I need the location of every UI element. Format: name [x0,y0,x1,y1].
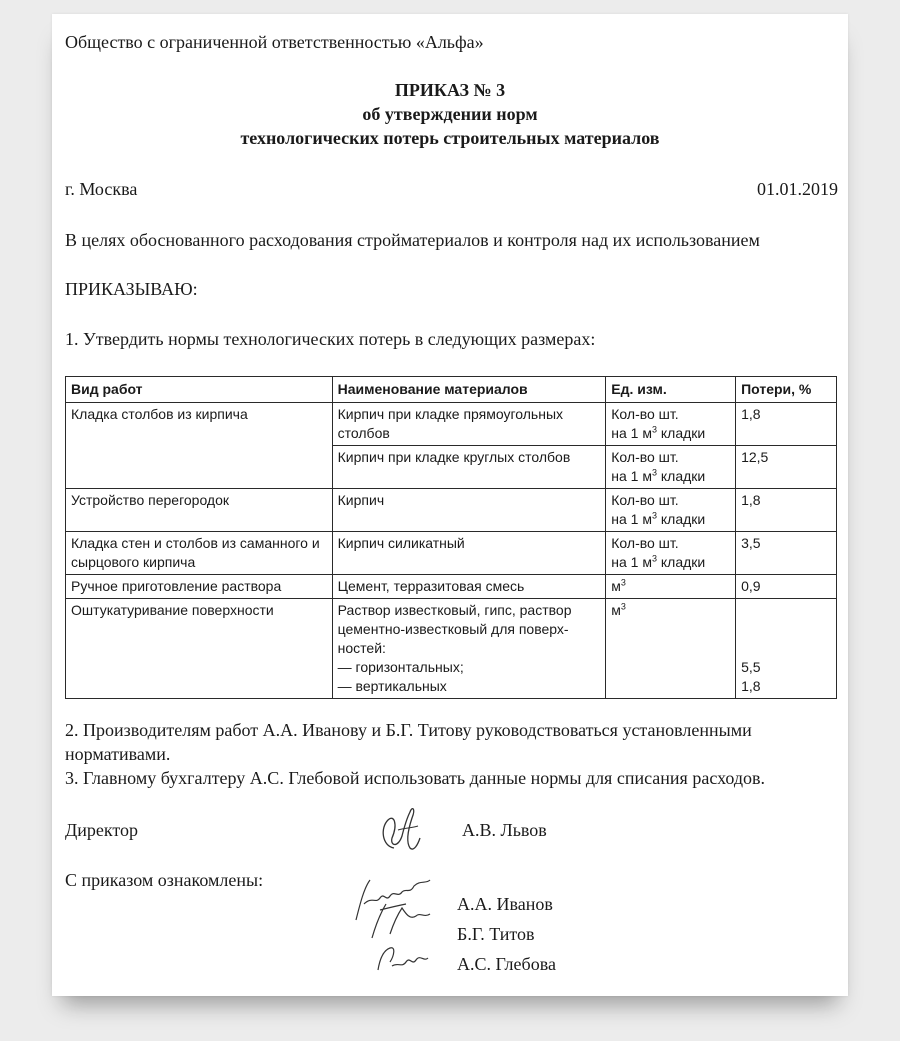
table-header-row [66,377,837,403]
cell-material: Раствор известковый, гипс, раствор цементно-известковый для поверх- ностей: — горизонтальных; — вертикальных [332,599,606,699]
table-row [66,575,837,599]
header-material: Наименование материалов [332,377,606,403]
cell-material: Кирпич при кладке прямоугольных столбов [332,403,606,446]
cell-work: Устройство перегородок [66,489,333,532]
table-row [66,403,837,446]
cell-material: Кирпич силикатный [332,532,606,575]
order-title: ПРИКАЗ № 3 [394,80,506,100]
header-work-type: Вид работ [66,377,333,403]
cell-unit: Кол-во шт. на 1 $м^3$ кладки [606,403,736,446]
employee-signatures [350,874,440,982]
employee-name-1: А.А. Иванов [457,894,553,914]
acknowledged-label: С приказом ознакомлены: [65,870,264,890]
cell-material: Цемент, терразитовая смесь [332,575,606,599]
item-2-line-2: нормативами. [65,744,171,764]
order-date: 01.01.2019 [757,179,838,199]
item-2-line-1: 2. Производителям работ А.А. Иванову и Б.Г. Титову руководствоваться установленными [65,720,752,740]
cell-loss: 5,5 1,8 [736,599,837,699]
cell-loss: 1,8 [736,403,837,446]
header-loss: Потери, % [736,377,837,403]
cell-loss: 1,8 [736,489,837,532]
city: г. Москва [65,179,138,199]
employee-name-2: Б.Г. Титов [457,924,535,944]
cell-loss: 3,5 [736,532,837,575]
director-name: А.В. Львов [462,820,547,840]
table-row [66,489,837,532]
loss-norms-table [65,376,837,699]
cell-work: Ручное приготовление раствора [66,575,333,599]
table-row [66,532,837,575]
item-1: 1. Утвердить нормы технологических потерь в следующих размерах: [65,329,596,349]
item-3: 3. Главному бухгалтеру А.С. Глебовой использовать данные нормы для списания расходов. [65,768,766,788]
document-page [52,14,848,996]
cell-unit: Кол-во шт. на 1 $м^3$ кладки [606,446,736,489]
organization-name: Общество с ограниченной ответственностью «Альфа» [65,32,484,52]
cell-work: Кладка стен и столбов из саманного и сырцового кирпича [66,532,333,575]
director-label: Директор [65,820,139,840]
cell-loss: 12,5 [736,446,837,489]
order-word: ПРИКАЗЫВАЮ: [65,279,198,299]
cell-material: Кирпич при кладке круглых столбов [332,446,606,489]
preamble-text: В целях обоснованного расходования стройматериалов и контроля над их использованием [65,230,760,250]
order-subtitle-line-2: технологических потерь строительных материалов [240,128,660,148]
director-signature [374,798,428,856]
cell-unit: Кол-во шт. на 1 $м^3$ кладки [606,532,736,575]
cell-work: Кладка столбов из кирпича [66,403,333,489]
cell-work: Оштукатуривание поверхности [66,599,333,699]
cell-unit: Кол-во шт. на 1 $м^3$ кладки [606,489,736,532]
order-subtitle-line-1: об утверждении норм [362,104,538,124]
cell-unit: $м^3$ [606,575,736,599]
employee-name-3: А.С. Глебова [457,954,556,974]
cell-material: Кирпич [332,489,606,532]
header-unit: Ед. изм. [606,377,736,403]
table-row [66,599,837,699]
cell-unit: $м^3$ [606,599,736,699]
cell-loss: 0,9 [736,575,837,599]
